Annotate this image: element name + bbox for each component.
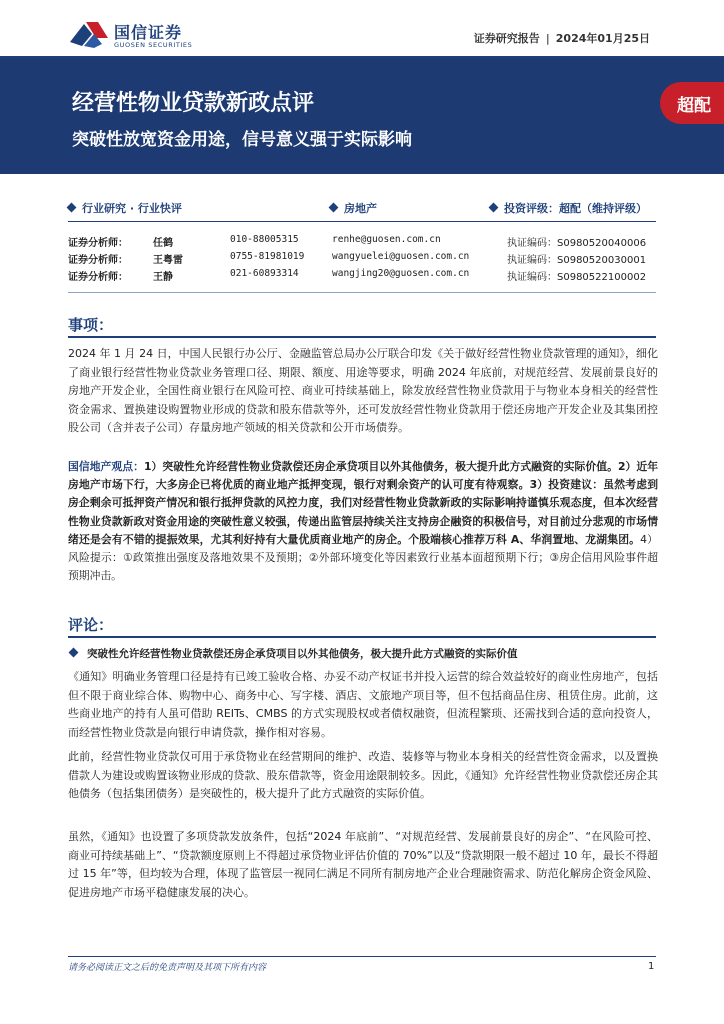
comment-bullet	[68, 646, 658, 661]
analyst-phone: 0755-81981019	[230, 251, 305, 262]
footer-divider	[68, 956, 656, 957]
comment-heading: 评论：	[68, 616, 114, 634]
event-body: 2024 年 1 月 24 日，中国人民银行办公厅、金融监管总局办公厅联合印发《关于做好经营性物业贷款管理的通知》，细化了商业银行经营性物业贷款业务管理口径、期限、额度、用途等要求，明确 2024 年底前，对规范经营、发展前景良好的房地产开发企业，全国性商业银行在风险可控、商业可持续基础上，除发放经营性物业贷款用于与物业本身相关的经营性资金需求、置换建设购置物业形成的贷款和股东借款等外，还可发放经营性物业贷款用于偿还房地产开发企业及其集团控股公司（含并表子公司）存量房地产领域的相关贷款和公开市场债券。	[68, 347, 658, 434]
report-meta	[474, 30, 650, 46]
diamond-bullet-icon	[489, 203, 499, 213]
category-industry-label: 行业研究 · 行业快评	[82, 202, 182, 215]
guosen-view-bold: 1）突破性允许经营性物业贷款偿还房企承贷项目以外其他债务，极大提升此方式融资的实际价值。2）近年房地产市场下行，大多房企已将优质的商业地产抵押变现，银行对剩余资产的认可度有待观察。3）投资建议：虽然考虑到房企剩余可抵押资产情况和银行抵押贷款的风控力度，我们对经营性物业贷款新政的实际影响持谨慎乐观态度，但本次经营性物业贷款新政对资金用途的突破性意义较强，传递出监管层持续关注支持房企融资的积极信号，对目前过分悲观的市场情绪还是会有不错的提振效果，尤其利好持有大量优质商业地产的房企。个股端核心推荐万科 A、华润置地、龙湖集团。	[68, 460, 658, 546]
comment-bullet-text: 突破性允许经营性物业贷款偿还房企承贷项目以外其他债务，极大提升此方式融资的实际价值	[87, 648, 518, 660]
analyst-email[interactable]: renhe@guosen.com.cn	[332, 234, 441, 245]
analyst-row	[68, 234, 668, 251]
diamond-bullet-icon	[67, 203, 77, 213]
event-divider	[68, 336, 656, 338]
diamond-bullet-icon	[69, 648, 79, 658]
analyst-email[interactable]: wangjing20@guosen.com.cn	[332, 268, 470, 279]
analyst-cert: 执证编码：S0980520030001	[507, 255, 647, 266]
analyst-email[interactable]: wangyuelei@guosen.com.cn	[332, 251, 470, 262]
title-banner	[0, 58, 724, 174]
category-rating-label: 投资评级：超配（维持评级）	[504, 202, 647, 215]
guosen-logo	[68, 18, 208, 52]
comment-paragraph: 《通知》明确业务管理口径是持有已竣工验收合格、办妥不动产权证书并投入运营的综合效益较好的商业性房地产，包括但不限于商业综合体、购物中心、商务中心、写字楼、酒店、文旅地产项目等，但不包括商品住房、租赁住房。此前，这些商业地产的持有人虽可借助 REITs、CMBS 的方式实现股权或者债权融资，但流程繁琐、还需找到合适的意向投资人，而经营性物业贷款是向银行申请贷款，操作相对容易。	[68, 670, 658, 739]
comment-divider	[68, 636, 656, 638]
analyst-cert: 执证编码：S0980522100002	[507, 272, 647, 283]
analyst-phone: 010-88005315	[230, 234, 299, 245]
analyst-name: 任鹤	[153, 238, 173, 249]
analyst-cert: 执证编码：S0980520040006	[507, 238, 647, 249]
meta-separator: |	[545, 32, 550, 45]
category-sector-label: 房地产	[344, 202, 377, 215]
category-sector	[330, 200, 377, 216]
analyst-label: 证券分析师：	[68, 272, 128, 283]
report-date: 2024年01月25日	[555, 32, 650, 45]
event-heading: 事项：	[68, 316, 114, 334]
category-divider	[68, 221, 656, 222]
analyst-table	[68, 234, 668, 285]
comment-paragraph: 虽然，《通知》也设置了多项贷款发放条件，包括“2024 年底前”、“对规范经营、发展前景良好的房企”、“在风险可控、商业可持续基础上”、“贷款额度原则上不得超过承贷物业评估价值的 70%”以及“贷款期限一般不超过 10 年，最长不得超过 15 年”等，但均较为合理，体现了监管层一视同仁满足不同所有制房地产企业合理融资需求、防范化解房企资金风险、促进房地产市场平稳健康发展的决心。	[68, 830, 658, 899]
diamond-bullet-icon	[329, 203, 339, 213]
analyst-name: 王粤雷	[153, 255, 183, 266]
guosen-logo-icon	[68, 18, 110, 50]
report-subtitle: 突破性放宽资金用途，信号意义强于实际影响	[72, 130, 412, 150]
brand-name-en: GUOSEN SECURITIES	[114, 41, 193, 49]
category-industry	[68, 200, 182, 216]
guosen-view-normal: 4）风险提示：①政策推出强度及落地效果不及预期；②外部环境变化等因素致行业基本面超预期下行；③房企信用风险事件超预期冲击。	[68, 532, 658, 583]
brand-name-cn: 国信证券	[114, 23, 183, 42]
analyst-name: 王静	[153, 272, 173, 283]
guosen-view	[68, 458, 658, 585]
category-rating	[490, 200, 647, 216]
footer-disclaimer: 请务必阅读正文之后的免责声明及其项下所有内容	[68, 963, 267, 973]
report-type: 证券研究报告	[473, 32, 540, 45]
analyst-row	[68, 268, 668, 285]
analyst-label: 证券分析师：	[68, 255, 128, 266]
analyst-label: 证券分析师：	[68, 238, 128, 249]
analyst-phone: 021-60893314	[230, 268, 299, 279]
category-row	[68, 200, 656, 218]
rating-badge: 超配	[660, 82, 724, 124]
analyst-row	[68, 251, 668, 268]
report-title: 经营性物业贷款新政点评	[72, 91, 315, 116]
analyst-divider	[68, 292, 656, 293]
page-number: 1	[648, 961, 655, 972]
comment-paragraph: 此前，经营性物业贷款仅可用于承贷物业在经营期间的维护、改造、装修等与物业本身相关的经营性资金需求，以及置换借款人为建设或购置该物业形成的贷款、股东借款等，资金用途限制较多。因此，《通知》允许经营性物业贷款偿还房企其他债务（包括集团债务）是突破性的，极大提升了此方式融资的实际价值。	[68, 750, 658, 800]
guosen-view-label: 国信地产观点：	[68, 460, 144, 473]
